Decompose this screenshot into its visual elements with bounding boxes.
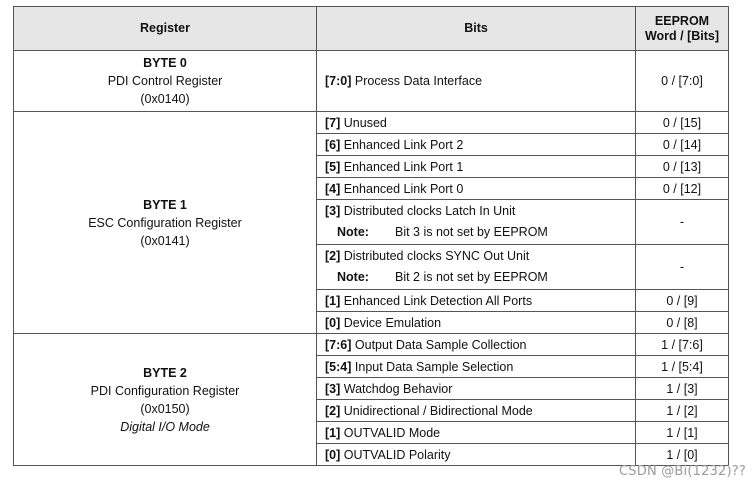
eeprom-cell: 1 / [5:4] [636, 356, 729, 378]
register-address: (0x0150) [140, 401, 190, 416]
bit-description: OUTVALID Polarity [343, 447, 451, 462]
bit-range: [2] [325, 249, 341, 263]
register-cell-byte2 [14, 334, 317, 466]
register-byte: BYTE 1 [143, 197, 187, 212]
eeprom-cell: - [636, 245, 729, 290]
bit-description: Watchdog Behavior [343, 381, 453, 396]
eeprom-cell: 0 / [9] [636, 290, 729, 312]
bit-range: [5] [325, 159, 341, 174]
register-table [13, 6, 729, 466]
bit-description: Unidirectional / Bidirectional Mode [343, 403, 533, 418]
bits-cell [317, 422, 636, 444]
eeprom-cell: - [636, 200, 729, 245]
header-eeprom-line1: EEPROM [654, 13, 710, 28]
header-bits: Bits [317, 7, 636, 51]
header-eeprom-line2: Word / [Bits] [644, 28, 720, 43]
register-name: PDI Configuration Register [90, 383, 240, 398]
eeprom-cell: 0 / [13] [636, 156, 729, 178]
bit-description: Distributed clocks SYNC Out Unit [343, 249, 530, 263]
register-address: (0x0140) [140, 92, 190, 106]
register-name: PDI Control Register [107, 74, 223, 88]
bit-description: Input Data Sample Selection [354, 359, 514, 374]
eeprom-cell: 1 / [7:6] [636, 334, 729, 356]
csdn-watermark: CSDN @Bi(1232)?? [619, 464, 746, 479]
eeprom-cell: 1 / [0] [636, 444, 729, 466]
bit-range: [1] [325, 293, 341, 308]
bit-description: Enhanced Link Port 0 [343, 181, 464, 196]
header-eeprom [636, 7, 729, 51]
register-byte: BYTE 2 [143, 365, 187, 380]
eeprom-cell: 0 / [15] [636, 112, 729, 134]
eeprom-cell: 0 / [12] [636, 178, 729, 200]
bits-cell [317, 178, 636, 200]
eeprom-cell: 0 / [8] [636, 312, 729, 334]
bit-range: [7] [325, 115, 341, 130]
eeprom-cell: 1 / [2] [636, 400, 729, 422]
bit-range: [0] [325, 315, 341, 330]
bits-cell [317, 334, 636, 356]
bits-cell [317, 51, 636, 112]
bits-cell [317, 112, 636, 134]
bit-description: OUTVALID Mode [343, 425, 441, 440]
bit-range: [1] [325, 425, 341, 440]
bit-range: [7:6] [325, 337, 352, 352]
eeprom-cell: 0 / [14] [636, 134, 729, 156]
bits-cell [317, 290, 636, 312]
register-mode: Digital I/O Mode [120, 419, 210, 434]
bits-cell [317, 200, 636, 245]
bits-cell [317, 156, 636, 178]
bit-range: [7:0] [325, 74, 352, 88]
bit-description: Process Data Interface [354, 74, 483, 88]
bits-cell [317, 356, 636, 378]
bit-description: Unused [343, 115, 387, 130]
register-address: (0x0141) [140, 233, 190, 248]
header-register: Register [14, 7, 317, 51]
table-row [14, 51, 729, 112]
bits-cell [317, 378, 636, 400]
table-row [14, 334, 729, 356]
register-cell-byte0 [14, 51, 317, 112]
bit-range: [6] [325, 137, 341, 152]
eeprom-cell: 1 / [3] [636, 378, 729, 400]
bit-description: Output Data Sample Collection [354, 337, 527, 352]
eeprom-cell: 0 / [7:0] [636, 51, 729, 112]
note-text: Bit 3 is not set by EEPROM [395, 225, 548, 239]
eeprom-cell: 1 / [1] [636, 422, 729, 444]
table-row [14, 112, 729, 134]
bits-cell [317, 134, 636, 156]
bit-range: [5:4] [325, 359, 352, 374]
bits-cell [317, 400, 636, 422]
note-text: Bit 2 is not set by EEPROM [395, 270, 548, 284]
bits-cell [317, 245, 636, 290]
bit-description: Enhanced Link Port 2 [343, 137, 464, 152]
bit-description: Enhanced Link Detection All Ports [343, 293, 533, 308]
register-byte: BYTE 0 [143, 56, 187, 70]
header-row [14, 7, 729, 51]
bits-cell [317, 444, 636, 466]
bit-description: Enhanced Link Port 1 [343, 159, 464, 174]
bit-range: [3] [325, 381, 341, 396]
bit-range: [4] [325, 181, 341, 196]
bit-description: Distributed clocks Latch In Unit [343, 204, 516, 218]
bits-cell [317, 312, 636, 334]
register-cell-byte1 [14, 112, 317, 334]
bit-description: Device Emulation [343, 315, 442, 330]
bit-range: [3] [325, 204, 341, 218]
bit-range: [2] [325, 403, 341, 418]
register-name: ESC Configuration Register [88, 215, 242, 230]
note-label: Note: [337, 270, 369, 284]
note-label: Note: [337, 225, 369, 239]
bit-range: [0] [325, 447, 341, 462]
